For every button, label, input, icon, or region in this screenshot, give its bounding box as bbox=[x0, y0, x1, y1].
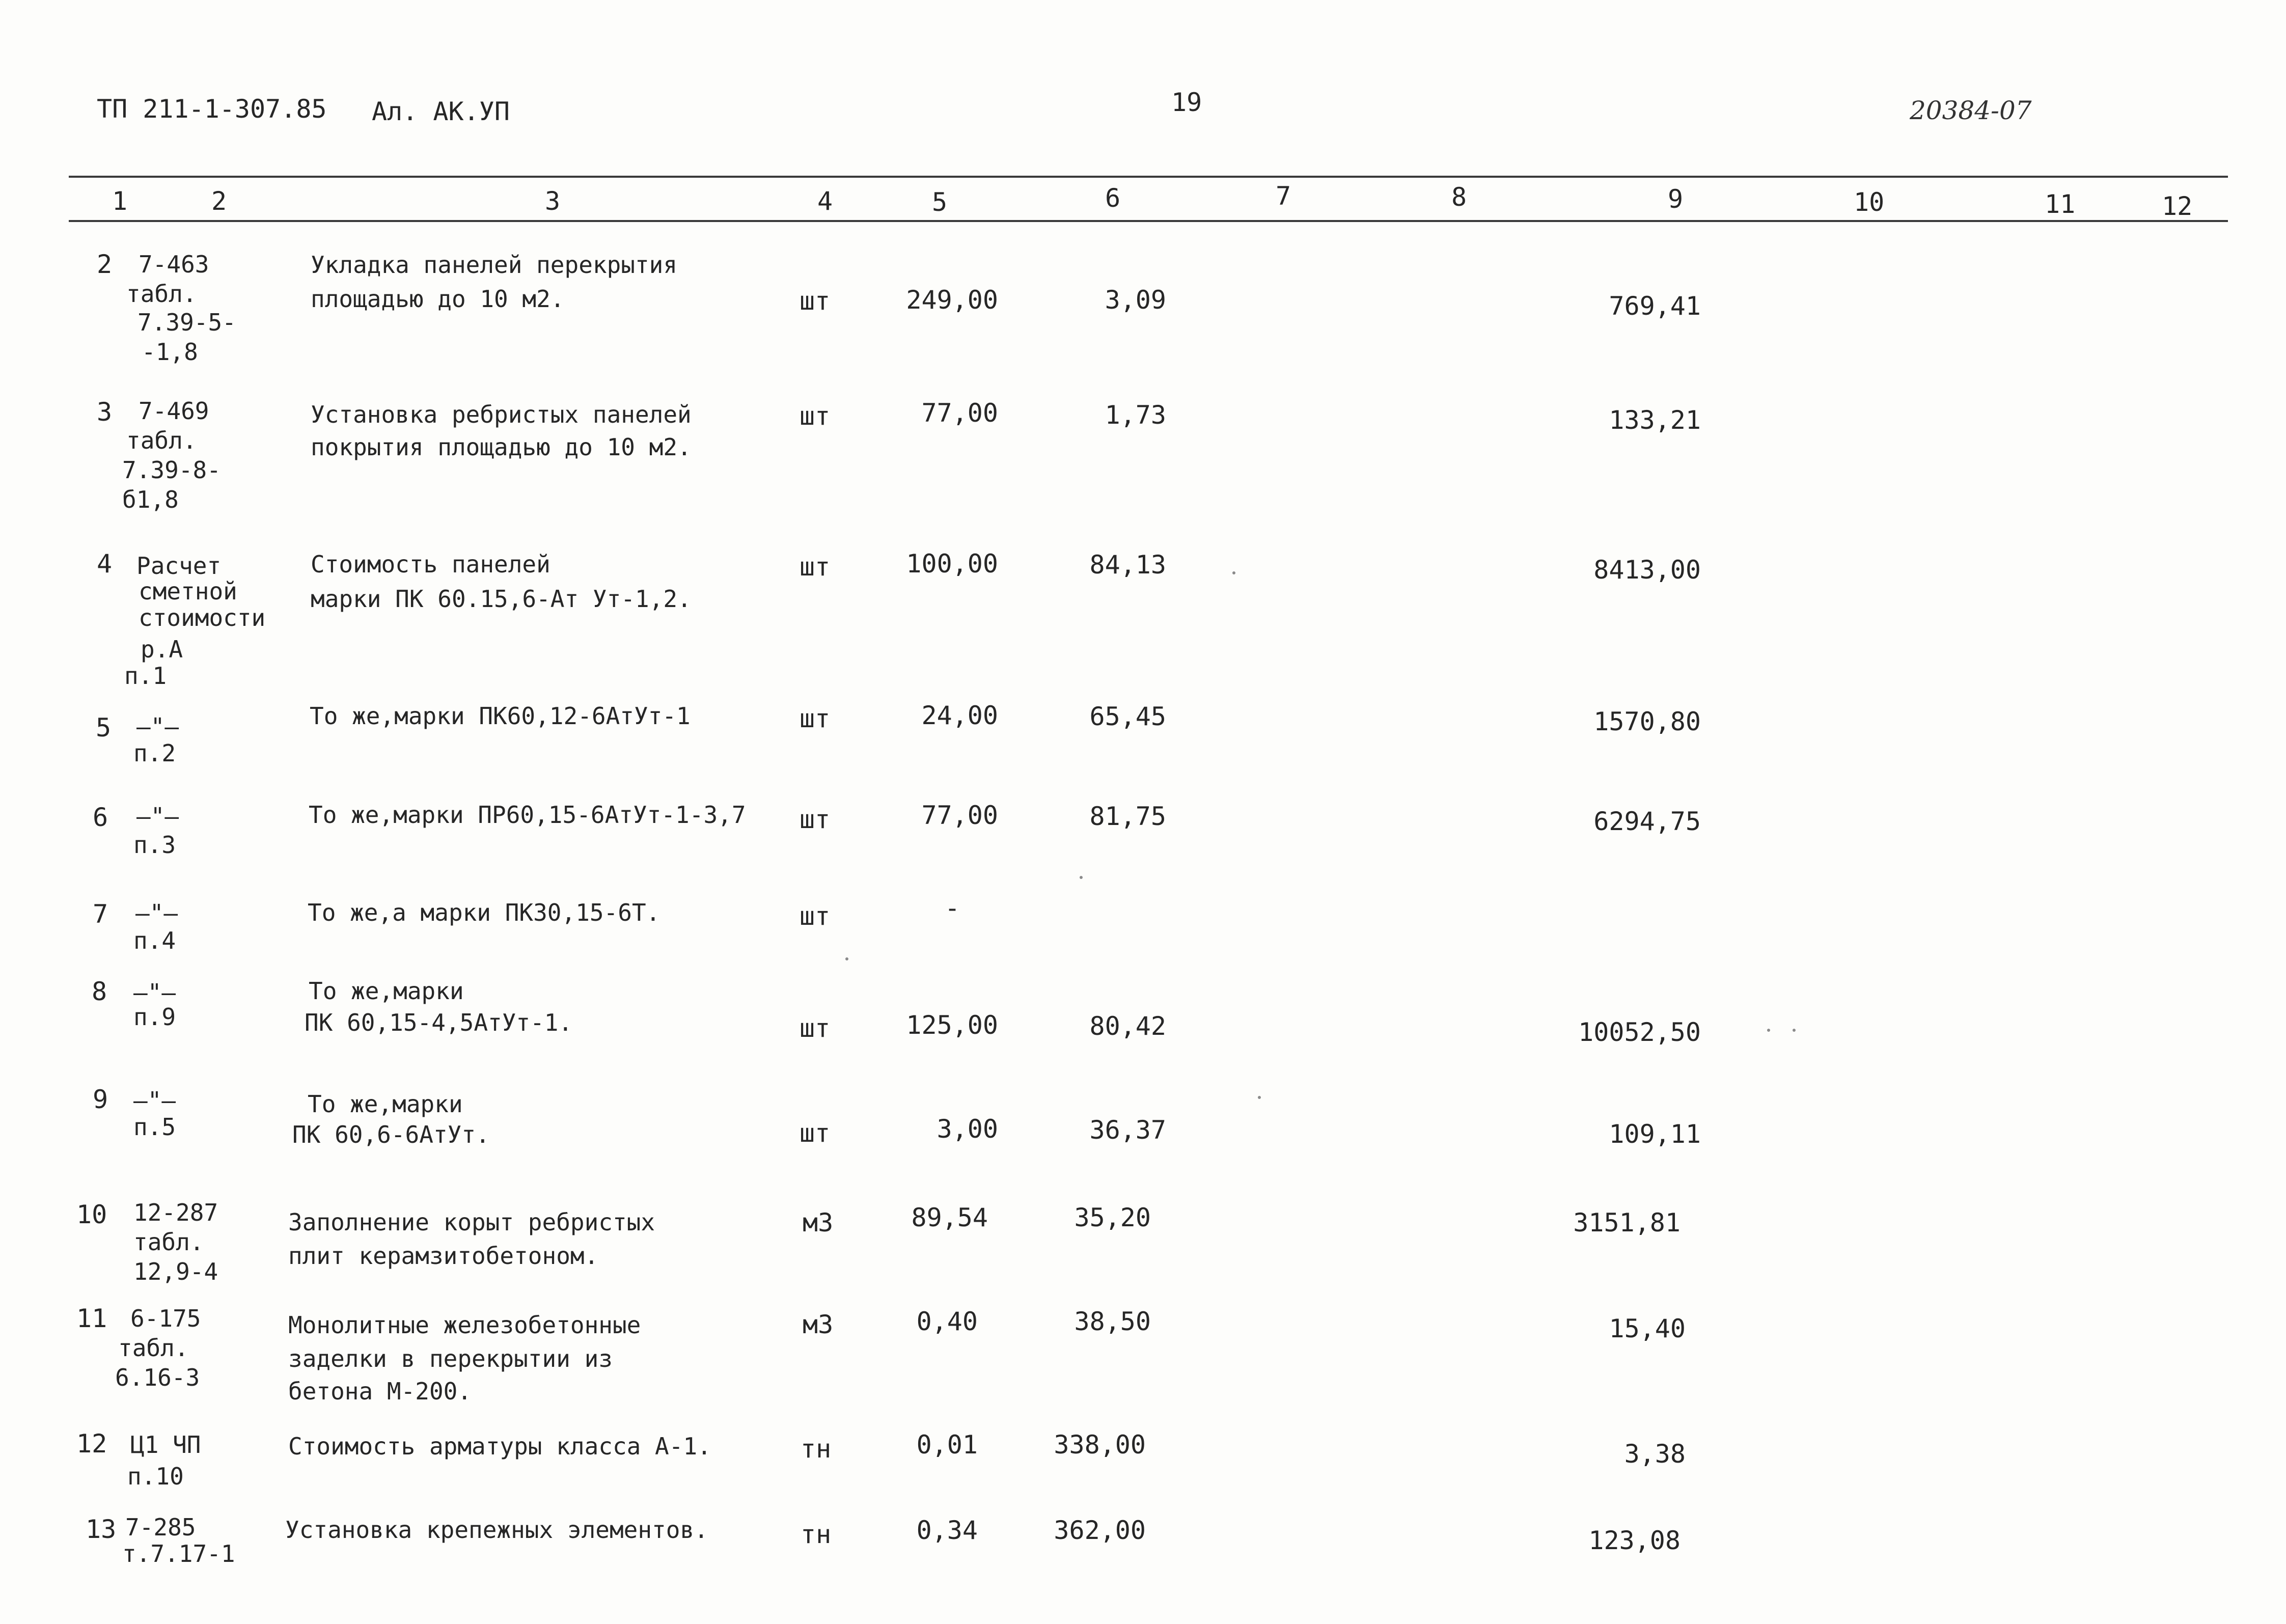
norm-code: б1,8 bbox=[122, 486, 179, 513]
norm-code: 7-463 bbox=[139, 251, 209, 278]
work-description: ПК 60,15-4,5АтУт-1. bbox=[305, 1009, 573, 1036]
norm-code: сметной bbox=[139, 577, 237, 605]
total-cost: 1570,80 bbox=[1593, 707, 1701, 736]
row-number: 12 bbox=[76, 1429, 107, 1458]
scan-speck bbox=[1232, 571, 1235, 574]
quantity: 0,01 bbox=[916, 1430, 978, 1460]
total-cost: 133,21 bbox=[1609, 405, 1701, 435]
norm-code: п.3 bbox=[133, 831, 176, 859]
norm-code: —"— bbox=[136, 803, 179, 830]
scan-speck bbox=[1258, 1096, 1261, 1099]
quantity: 77,00 bbox=[921, 801, 998, 830]
column-header: 1 bbox=[112, 186, 128, 216]
column-header: 4 bbox=[817, 186, 833, 216]
header-top-rule bbox=[69, 176, 2228, 178]
unit-price: 38,50 bbox=[1074, 1307, 1151, 1336]
quantity: 3,00 bbox=[937, 1114, 998, 1144]
work-description: марки ПК 60.15,6-Ат Ут-1,2. bbox=[311, 585, 692, 613]
work-description: площадью до 10 м2. bbox=[311, 285, 565, 313]
work-description: Установка ребристых панелей bbox=[311, 401, 692, 428]
norm-code: 6.16-3 bbox=[115, 1364, 200, 1391]
norm-code: 12,9-4 bbox=[133, 1258, 218, 1285]
norm-code: —"— bbox=[135, 899, 178, 927]
column-header: 3 bbox=[545, 186, 561, 216]
row-number: 13 bbox=[86, 1515, 117, 1544]
norm-code: п.5 bbox=[133, 1113, 176, 1141]
column-header: 9 bbox=[1668, 184, 1684, 214]
total-cost: 3,38 bbox=[1624, 1439, 1686, 1469]
unit: шт bbox=[800, 1118, 831, 1148]
norm-code: -1,8 bbox=[142, 338, 198, 366]
norm-code: Расчет bbox=[136, 552, 222, 580]
row-number: 9 bbox=[93, 1085, 108, 1114]
work-description: То же,а марки ПК30,15-6Т. bbox=[308, 899, 660, 926]
archive-number: 20384-07 bbox=[1910, 96, 2032, 125]
total-cost: 109,11 bbox=[1609, 1119, 1701, 1149]
unit: шт bbox=[800, 401, 831, 431]
work-description: То же,марки bbox=[309, 977, 464, 1005]
unit-price: 80,42 bbox=[1089, 1011, 1166, 1041]
norm-code: табл. bbox=[126, 427, 197, 454]
total-cost: 3151,81 bbox=[1573, 1208, 1681, 1237]
work-description: То же,марки bbox=[308, 1090, 463, 1118]
quantity: - bbox=[945, 893, 960, 923]
unit: м3 bbox=[803, 1310, 834, 1339]
quantity: 0,40 bbox=[916, 1307, 978, 1336]
norm-code: п.1 bbox=[124, 662, 167, 690]
unit: шт bbox=[800, 1013, 831, 1043]
row-number: 6 bbox=[93, 803, 108, 832]
column-header: 2 bbox=[211, 186, 227, 216]
unit-price: 81,75 bbox=[1089, 802, 1166, 831]
unit-price: 65,45 bbox=[1089, 702, 1166, 731]
total-cost: 15,40 bbox=[1609, 1314, 1686, 1343]
row-number: 7 bbox=[93, 899, 108, 929]
unit-price: 35,20 bbox=[1074, 1203, 1151, 1232]
quantity: 125,00 bbox=[906, 1010, 998, 1040]
quantity: 249,00 bbox=[906, 285, 998, 315]
unit: тн bbox=[801, 1434, 832, 1464]
norm-code: р.А bbox=[141, 636, 183, 663]
norm-code: т.7.17-1 bbox=[122, 1540, 235, 1567]
norm-code: Ц1 ЧП bbox=[130, 1431, 201, 1458]
work-description: Монолитные железобетонные bbox=[288, 1311, 641, 1339]
quantity: 0,34 bbox=[916, 1516, 978, 1545]
row-number: 5 bbox=[96, 713, 112, 742]
work-description: То же,марки ПР60,15-6АтУт-1-3,7 bbox=[309, 801, 746, 829]
row-number: 3 bbox=[97, 397, 113, 427]
unit: шт bbox=[800, 901, 831, 931]
page-number: 19 bbox=[1171, 88, 1202, 117]
row-number: 10 bbox=[76, 1200, 107, 1229]
unit-price: 362,00 bbox=[1054, 1516, 1146, 1545]
scan-speck bbox=[1767, 1029, 1770, 1032]
norm-code: —"— bbox=[133, 979, 176, 1006]
norm-code: п.10 bbox=[127, 1463, 184, 1490]
row-number: 11 bbox=[76, 1304, 107, 1333]
column-header: 5 bbox=[932, 187, 948, 217]
unit: шт bbox=[800, 704, 831, 733]
norm-code: п.2 bbox=[133, 739, 176, 767]
column-header: 11 bbox=[2045, 189, 2076, 219]
total-cost: 6294,75 bbox=[1593, 807, 1701, 836]
norm-code: табл. bbox=[118, 1334, 189, 1362]
unit: шт bbox=[800, 552, 831, 582]
unit-price: 338,00 bbox=[1054, 1430, 1146, 1460]
work-description: бетона М-200. bbox=[288, 1378, 472, 1405]
row-number: 8 bbox=[92, 977, 107, 1006]
column-header: 6 bbox=[1105, 183, 1121, 213]
unit: шт bbox=[800, 805, 831, 834]
work-description: То же,марки ПК60,12-6АтУт-1 bbox=[310, 702, 691, 730]
norm-code: —"— bbox=[136, 713, 179, 740]
quantity: 89,54 bbox=[911, 1203, 988, 1232]
norm-code: 12-287 bbox=[133, 1199, 218, 1226]
scan-speck bbox=[1080, 876, 1083, 879]
scan-speck bbox=[1793, 1029, 1796, 1032]
total-cost: 123,08 bbox=[1588, 1526, 1681, 1555]
row-number: 4 bbox=[97, 549, 113, 579]
norm-code: табл. bbox=[126, 280, 197, 308]
norm-code: 7-469 bbox=[139, 397, 209, 425]
header-bottom-rule bbox=[69, 220, 2228, 222]
work-description: заделки в перекрытии из bbox=[288, 1345, 613, 1372]
norm-code: 7.39-5- bbox=[137, 309, 236, 336]
work-description: плит керамзитобетоном. bbox=[288, 1242, 599, 1270]
column-header: 12 bbox=[2162, 191, 2193, 221]
norm-code: стоимости bbox=[139, 604, 266, 631]
scan-speck bbox=[845, 957, 848, 960]
unit: шт bbox=[800, 286, 831, 316]
norm-code: 7.39-8- bbox=[122, 456, 221, 484]
quantity: 100,00 bbox=[906, 549, 998, 579]
album-reference: Ал. АК.УП bbox=[372, 97, 510, 126]
norm-code: —"— bbox=[133, 1087, 176, 1114]
total-cost: 8413,00 bbox=[1593, 555, 1701, 585]
norm-code: табл. bbox=[133, 1228, 204, 1256]
unit-price: 36,37 bbox=[1089, 1115, 1166, 1145]
work-description: Укладка панелей перекрытия bbox=[311, 251, 678, 279]
work-description: Стоимость арматуры класса А-1. bbox=[288, 1433, 711, 1460]
column-header: 8 bbox=[1451, 182, 1467, 212]
unit: тн bbox=[801, 1520, 832, 1549]
norm-code: п.4 bbox=[133, 927, 176, 954]
total-cost: 769,41 bbox=[1609, 291, 1701, 321]
unit-price: 3,09 bbox=[1105, 285, 1166, 315]
norm-code: 6-175 bbox=[130, 1305, 201, 1332]
work-description: Стоимость панелей bbox=[311, 550, 550, 578]
unit-price: 84,13 bbox=[1089, 550, 1166, 580]
column-header: 7 bbox=[1276, 181, 1291, 211]
total-cost: 10052,50 bbox=[1578, 1017, 1701, 1047]
norm-code: 7-285 bbox=[125, 1513, 196, 1541]
column-header: 10 bbox=[1854, 187, 1885, 217]
row-number: 2 bbox=[97, 250, 113, 279]
work-description: Заполнение корыт ребристых bbox=[288, 1208, 655, 1236]
work-description: ПК 60,6-6АтУт. bbox=[292, 1121, 490, 1148]
document-id: ТП 211-1-307.85 bbox=[97, 94, 327, 124]
quantity: 24,00 bbox=[921, 701, 998, 730]
work-description: покрытия площадью до 10 м2. bbox=[311, 433, 692, 461]
norm-code: п.9 bbox=[133, 1003, 176, 1031]
work-description: Установка крепежных элементов. bbox=[285, 1516, 708, 1544]
unit: м3 bbox=[803, 1208, 834, 1237]
quantity: 77,00 bbox=[921, 398, 998, 428]
unit-price: 1,73 bbox=[1105, 400, 1166, 430]
